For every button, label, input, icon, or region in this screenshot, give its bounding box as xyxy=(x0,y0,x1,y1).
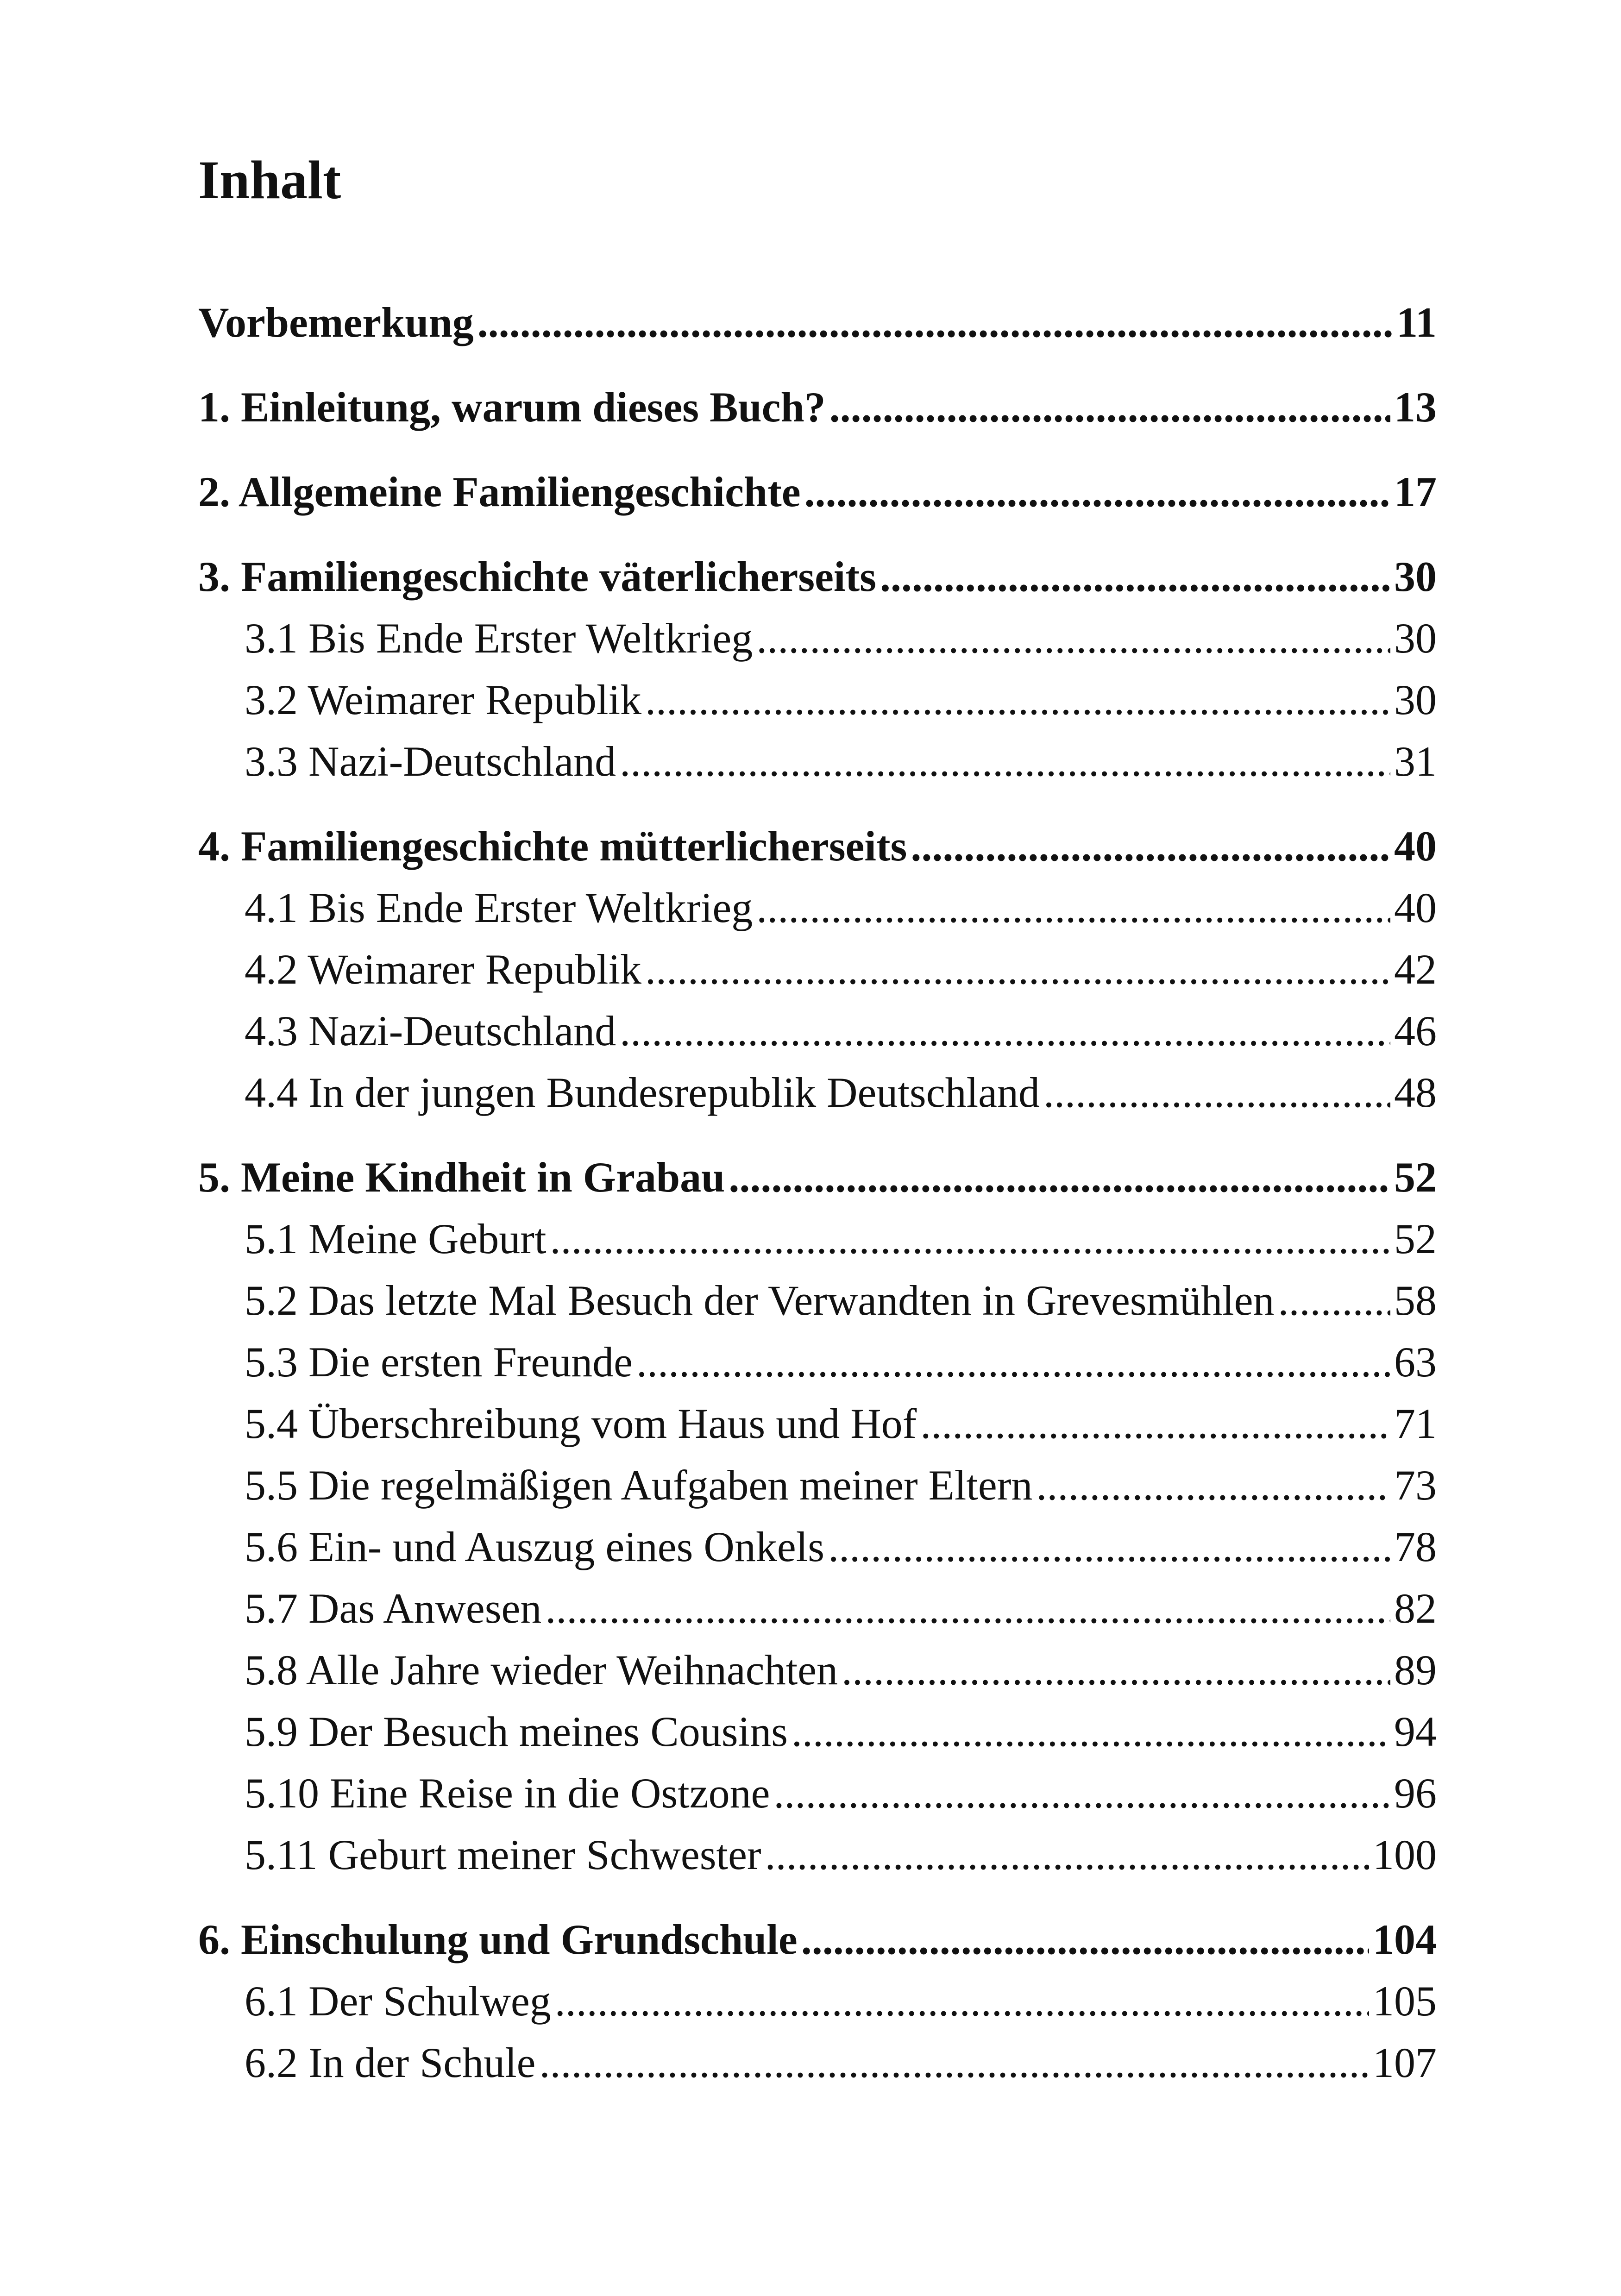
toc-leader-dots xyxy=(920,1393,1390,1455)
toc-entry-title: 4.4 In der jungen Bundesrepublik Deutschland xyxy=(245,1069,1040,1116)
toc-page-number: 52 xyxy=(1394,1154,1437,1201)
toc-page-number: 94 xyxy=(1394,1708,1437,1755)
toc-page-number: 105 xyxy=(1373,1977,1437,2025)
toc-page-number: 17 xyxy=(1394,468,1437,515)
toc-leader-dots xyxy=(1278,1270,1390,1331)
toc-subsection[interactable] xyxy=(198,2032,1437,2094)
toc-page-number: 78 xyxy=(1394,1523,1437,1570)
toc-entry-title: 3. Familiengeschichte väterlicherseits xyxy=(198,553,876,600)
toc-entry-title: 4.3 Nazi-Deutschland xyxy=(245,1007,616,1054)
toc-leader-dots xyxy=(801,1909,1369,1970)
toc-chapter[interactable] xyxy=(198,546,1437,608)
toc-page-number: 30 xyxy=(1394,553,1437,600)
toc-subsection[interactable] xyxy=(198,1331,1437,1393)
toc-entry-title: 5.4 Überschreibung vom Haus und Hof xyxy=(245,1400,917,1447)
toc-page-number: 73 xyxy=(1394,1462,1437,1509)
toc-subsection[interactable] xyxy=(198,1970,1437,2032)
toc-leader-dots xyxy=(620,1000,1390,1062)
toc-page-number: 30 xyxy=(1394,615,1437,662)
toc-page-number: 30 xyxy=(1394,676,1437,723)
toc-subsection[interactable] xyxy=(198,1578,1437,1639)
toc-leader-dots xyxy=(645,939,1390,1000)
toc-entry-title: Vorbemerkung xyxy=(198,299,474,346)
toc-leader-dots xyxy=(729,1147,1390,1208)
toc-entry-title: 6.1 Der Schulweg xyxy=(245,1977,551,2025)
toc-page-number: 52 xyxy=(1394,1215,1437,1262)
toc-subsection[interactable] xyxy=(198,731,1437,792)
toc-entry-title: 4.2 Weimarer Republik xyxy=(245,946,642,993)
toc-page-number: 104 xyxy=(1373,1916,1437,1963)
toc-subsection[interactable] xyxy=(198,1516,1437,1578)
toc-leader-dots xyxy=(620,731,1390,792)
toc-chapter[interactable] xyxy=(198,461,1437,523)
toc-leader-dots xyxy=(756,877,1390,939)
toc-chapter[interactable] xyxy=(198,1909,1437,1970)
toc-entry-title: 6. Einschulung und Grundschule xyxy=(198,1916,798,1963)
toc-page-number: 58 xyxy=(1394,1277,1437,1324)
toc-page-number: 89 xyxy=(1394,1646,1437,1694)
page-title: Inhalt xyxy=(198,150,341,210)
toc-subsection[interactable] xyxy=(198,1062,1437,1123)
toc-leader-dots xyxy=(1043,1062,1390,1123)
toc-page-number: 107 xyxy=(1373,2039,1437,2086)
toc-leader-dots xyxy=(829,376,1390,438)
toc-page-number: 82 xyxy=(1394,1585,1437,1632)
toc-chapter[interactable] xyxy=(198,292,1437,353)
toc-page-number: 100 xyxy=(1373,1831,1437,1878)
toc-entry-title: 5.8 Alle Jahre wieder Weihnachten xyxy=(245,1646,838,1694)
toc-leader-dots xyxy=(636,1331,1390,1393)
toc-subsection[interactable] xyxy=(198,1000,1437,1062)
toc-subsection[interactable] xyxy=(198,1824,1437,1886)
toc-leader-dots xyxy=(804,461,1390,523)
toc-chapter[interactable] xyxy=(198,376,1437,438)
toc-entry-title: 5.6 Ein- und Auszug eines Onkels xyxy=(245,1523,825,1570)
toc-entry-title: 5.5 Die regelmäßigen Aufgaben meiner Eltern xyxy=(245,1462,1033,1509)
toc-leader-dots xyxy=(756,608,1390,669)
toc-leader-dots xyxy=(478,292,1393,353)
toc-entry-title: 5.3 Die ersten Freunde xyxy=(245,1338,633,1386)
toc-page-number: 13 xyxy=(1394,383,1437,431)
toc-leader-dots xyxy=(792,1701,1390,1763)
toc-leader-dots xyxy=(555,1970,1369,2032)
toc-entry-title: 3.3 Nazi-Deutschland xyxy=(245,738,616,785)
toc-subsection[interactable] xyxy=(198,1455,1437,1516)
toc-entry-title: 5.1 Meine Geburt xyxy=(245,1215,547,1262)
toc-chapter[interactable] xyxy=(198,816,1437,877)
toc-subsection[interactable] xyxy=(198,1763,1437,1824)
toc-entry-title: 3.1 Bis Ende Erster Weltkrieg xyxy=(245,615,753,662)
toc-entry-title: 2. Allgemeine Familiengeschichte xyxy=(198,468,801,515)
toc-entry-title: 3.2 Weimarer Republik xyxy=(245,676,642,723)
toc-subsection[interactable] xyxy=(198,669,1437,731)
toc-page-number: 48 xyxy=(1394,1069,1437,1116)
toc-chapter[interactable] xyxy=(198,1147,1437,1208)
toc-subsection[interactable] xyxy=(198,877,1437,939)
toc-subsection[interactable] xyxy=(198,1701,1437,1763)
toc-page-number: 31 xyxy=(1394,738,1437,785)
toc-leader-dots xyxy=(842,1639,1390,1701)
toc-page-number: 11 xyxy=(1396,299,1437,346)
toc-subsection[interactable] xyxy=(198,1270,1437,1331)
toc-entry-title: 5.7 Das Anwesen xyxy=(245,1585,542,1632)
toc-leader-dots xyxy=(550,1208,1390,1270)
toc-subsection[interactable] xyxy=(198,1208,1437,1270)
toc-leader-dots xyxy=(540,2032,1369,2094)
toc-entry-title: 1. Einleitung, warum dieses Buch? xyxy=(198,383,826,431)
toc-leader-dots xyxy=(545,1578,1390,1639)
toc-entry-title: 5.9 Der Besuch meines Cousins xyxy=(245,1708,788,1755)
toc-leader-dots xyxy=(773,1763,1390,1824)
toc-page-number: 42 xyxy=(1394,946,1437,993)
toc-entry-title: 6.2 In der Schule xyxy=(245,2039,536,2086)
toc-leader-dots xyxy=(765,1824,1369,1886)
toc-page-number: 96 xyxy=(1394,1769,1437,1817)
toc-subsection[interactable] xyxy=(198,1393,1437,1455)
toc-entry-title: 5.10 Eine Reise in die Ostzone xyxy=(245,1769,770,1817)
toc-subsection[interactable] xyxy=(198,608,1437,669)
toc-leader-dots xyxy=(1036,1455,1390,1516)
toc-entry-title: 5.2 Das letzte Mal Besuch der Verwandten in Grevesmühlen xyxy=(245,1277,1275,1324)
toc-page-number: 40 xyxy=(1394,884,1437,931)
toc-entry-title: 4. Familiengeschichte mütterlicherseits xyxy=(198,822,907,870)
toc-page-number: 40 xyxy=(1394,822,1437,870)
toc-entry-title: 4.1 Bis Ende Erster Weltkrieg xyxy=(245,884,753,931)
toc-leader-dots xyxy=(911,816,1390,877)
toc-leader-dots xyxy=(645,669,1390,731)
toc-subsection[interactable] xyxy=(198,939,1437,1000)
toc-entry-title: 5.11 Geburt meiner Schwester xyxy=(245,1831,761,1878)
toc-leader-dots xyxy=(880,546,1390,608)
toc-page-number: 63 xyxy=(1394,1338,1437,1386)
toc-subsection[interactable] xyxy=(198,1639,1437,1701)
toc-page-number: 71 xyxy=(1394,1400,1437,1447)
toc-leader-dots xyxy=(828,1516,1390,1578)
toc-entry-title: 5. Meine Kindheit in Grabau xyxy=(198,1154,725,1201)
toc-page-number: 46 xyxy=(1394,1007,1437,1054)
table-of-contents xyxy=(198,292,1437,2094)
